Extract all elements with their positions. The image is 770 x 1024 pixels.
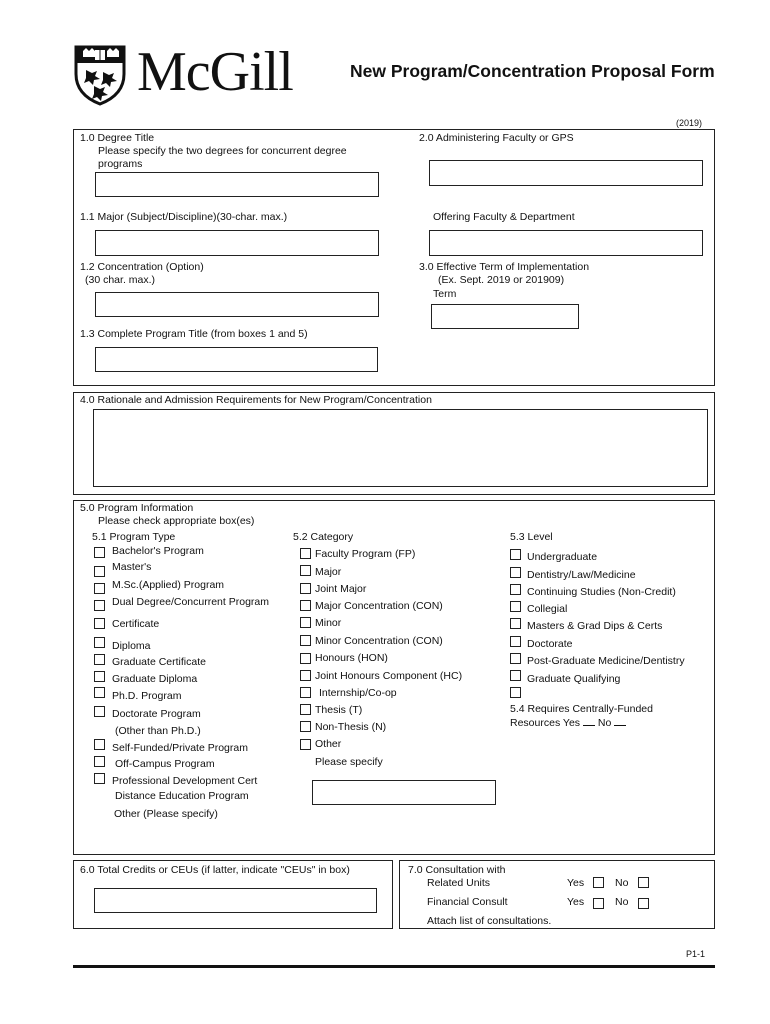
type-label-masters: Master's [112,561,152,573]
category-checkbox-joint-honours[interactable] [300,670,311,681]
category-label-joint-major: Joint Major [315,583,367,595]
type-label-grad-certificate: Graduate Certificate [112,656,206,668]
type-checkbox-prof-dev[interactable] [94,773,105,784]
concentration-note: (30 char. max.) [85,274,156,286]
category-heading: 5.2 Category [293,531,354,543]
page-number: P1-1 [686,949,706,959]
type-checkbox-self-funded[interactable] [94,739,105,750]
resources-yes-blank[interactable] [583,716,595,726]
effective-term-label: 3.0 Effective Term of Implementation [419,261,590,273]
category-specify-field[interactable] [312,780,496,805]
category-checkbox-other[interactable] [300,739,311,750]
level-label-post-grad-medicine: Post-Graduate Medicine/Dentistry [527,655,685,667]
level-checkbox-continuing-studies[interactable] [510,584,521,595]
category-label-major-concentration: Major Concentration (CON) [315,600,443,612]
category-specify-label: Please specify [315,756,383,768]
term-field[interactable] [431,304,579,329]
type-checkbox-grad-certificate[interactable] [94,654,105,665]
degree-title-note-cont: programs [98,158,143,170]
category-checkbox-faculty-program[interactable] [300,548,311,559]
type-checkbox-dual-degree[interactable] [94,600,105,611]
level-label-dentistry-law-medicine: Dentistry/Law/Medicine [527,569,636,581]
category-checkbox-thesis[interactable] [300,704,311,715]
major-field[interactable] [95,230,379,256]
level-label-continuing-studies: Continuing Studies (Non-Credit) [527,586,676,598]
level-checkbox-collegial[interactable] [510,601,521,612]
consultation-label: 7.0 Consultation with [408,864,506,876]
complete-title-field[interactable] [95,347,378,372]
level-checkbox-undergraduate[interactable] [510,549,521,560]
level-checkbox-post-grad-medicine[interactable] [510,653,521,664]
level-label-graduate-qualifying: Graduate Qualifying [527,673,621,685]
degree-title-field[interactable] [95,172,379,197]
offering-faculty-field[interactable] [429,230,703,256]
type-label-doctorate-note: (Other than Ph.D.) [115,725,201,737]
major-label: 1.1 Major (Subject/Discipline)(30-char. max.) [80,211,288,223]
effective-term-example: (Ex. Sept. 2019 or 201909) [438,274,565,286]
type-label-msc-applied: M.Sc.(Applied) Program [112,579,225,591]
resources-answer [510,716,626,730]
concentration-label: 1.2 Concentration (Option) [80,261,204,273]
category-checkbox-major[interactable] [300,565,311,576]
type-label-dual-degree: Dual Degree/Concurrent Program [112,596,269,608]
degree-title-note: Please specify the two degrees for concurrent degree [98,145,347,157]
type-checkbox-doctorate[interactable] [94,706,105,717]
type-checkbox-grad-diploma[interactable] [94,671,105,682]
category-label-non-thesis: Non-Thesis (N) [315,721,387,733]
resources-yes-label: Resources Yes [510,717,581,729]
admin-faculty-label: 2.0 Administering Faculty or GPS [419,132,574,144]
category-checkbox-joint-major[interactable] [300,583,311,594]
category-label-other: Other [315,738,342,750]
level-checkbox-masters-grad[interactable] [510,618,521,629]
admin-faculty-field[interactable] [429,160,703,186]
category-checkbox-non-thesis[interactable] [300,721,311,732]
category-label-major: Major [315,566,342,578]
type-label-phd: Ph.D. Program [112,690,182,702]
level-label-doctorate: Doctorate [527,638,573,650]
form-title: New Program/Concentration Proposal Form [350,61,715,81]
category-checkbox-minor[interactable] [300,617,311,628]
resources-label: 5.4 Requires Centrally-Funded [510,703,653,715]
program-info-label: 5.0 Program Information [80,502,194,514]
offering-faculty-label: Offering Faculty & Department [433,211,575,223]
level-label-masters-grad: Masters & Grad Dips & Certs [527,620,663,632]
logo-wordmark: McGill [137,41,293,103]
crest-icon [73,44,127,106]
type-label-other: Other (Please specify) [114,808,218,820]
category-label-internship: Internship/Co-op [319,687,397,699]
complete-title-label: 1.3 Complete Program Title (from boxes 1 and 5) [80,328,308,340]
level-label-collegial: Collegial [527,603,568,615]
category-label-thesis: Thesis (T) [315,704,363,716]
category-label-joint-honours: Joint Honours Component (HC) [315,670,463,682]
related-no-label: No [615,877,629,889]
type-label-grad-diploma: Graduate Diploma [112,673,198,685]
financial-yes-checkbox[interactable] [593,898,604,909]
type-label-bachelor: Bachelor's Program [112,545,204,557]
type-checkbox-bachelor[interactable] [94,547,105,558]
level-checkbox-dentistry-law-medicine[interactable] [510,567,521,578]
category-checkbox-minor-concentration[interactable] [300,635,311,646]
term-label: Term [433,288,457,300]
concentration-field[interactable] [95,292,379,317]
financial-consult-label: Financial Consult [427,896,508,908]
type-checkbox-diploma[interactable] [94,637,105,648]
program-info-note: Please check appropriate box(es) [98,515,255,527]
footer-rule [73,965,715,968]
type-label-doctorate: Doctorate Program [112,708,201,720]
category-checkbox-honours[interactable] [300,653,311,664]
type-checkbox-off-campus[interactable] [94,756,105,767]
total-credits-field[interactable] [94,888,377,913]
level-checkbox-blank[interactable] [510,687,521,698]
category-label-faculty-program: Faculty Program (FP) [315,548,416,560]
type-label-diploma: Diploma [112,640,151,652]
degree-title-label: 1.0 Degree Title [80,132,155,144]
related-yes-checkbox[interactable] [593,877,604,888]
category-label-minor-concentration: Minor Concentration (CON) [315,635,443,647]
level-label-undergraduate: Undergraduate [527,551,598,563]
financial-yes-label: Yes [567,896,585,908]
rationale-field[interactable] [93,409,708,487]
category-checkbox-major-concentration[interactable] [300,600,311,611]
financial-no-checkbox[interactable] [638,898,649,909]
type-checkbox-certificate[interactable] [94,618,105,629]
type-checkbox-masters[interactable] [94,566,105,577]
related-yes-label: Yes [567,877,585,889]
form-year: (2019) [676,118,703,128]
type-checkbox-msc-applied[interactable] [94,583,105,594]
type-label-off-campus: Off-Campus Program [115,758,215,770]
rationale-label: 4.0 Rationale and Admission Requirements for New Program/Concentration [80,394,432,406]
level-heading: 5.3 Level [510,531,553,543]
total-credits-label: 6.0 Total Credits or CEUs (if latter, indicate "CEUs" in box) [80,864,350,876]
type-label-certificate: Certificate [112,618,160,630]
category-label-honours: Honours (HON) [315,652,388,664]
level-checkbox-doctorate[interactable] [510,636,521,647]
related-no-checkbox[interactable] [638,877,649,888]
type-label-prof-dev: Professional Development Cert [112,775,258,787]
resources-no-blank[interactable] [614,716,626,726]
program-type-heading: 5.1 Program Type [92,531,176,543]
type-label-self-funded: Self-Funded/Private Program [112,742,248,754]
category-checkbox-internship[interactable] [300,687,311,698]
resources-no-label: No [597,717,612,729]
category-label-minor: Minor [315,617,342,629]
type-checkbox-phd[interactable] [94,687,105,698]
financial-no-label: No [615,896,629,908]
type-label-distance-ed: Distance Education Program [115,790,249,802]
related-units-label: Related Units [427,877,491,889]
attach-consultations-label: Attach list of consultations. [427,915,552,927]
level-checkbox-graduate-qualifying[interactable] [510,670,521,681]
